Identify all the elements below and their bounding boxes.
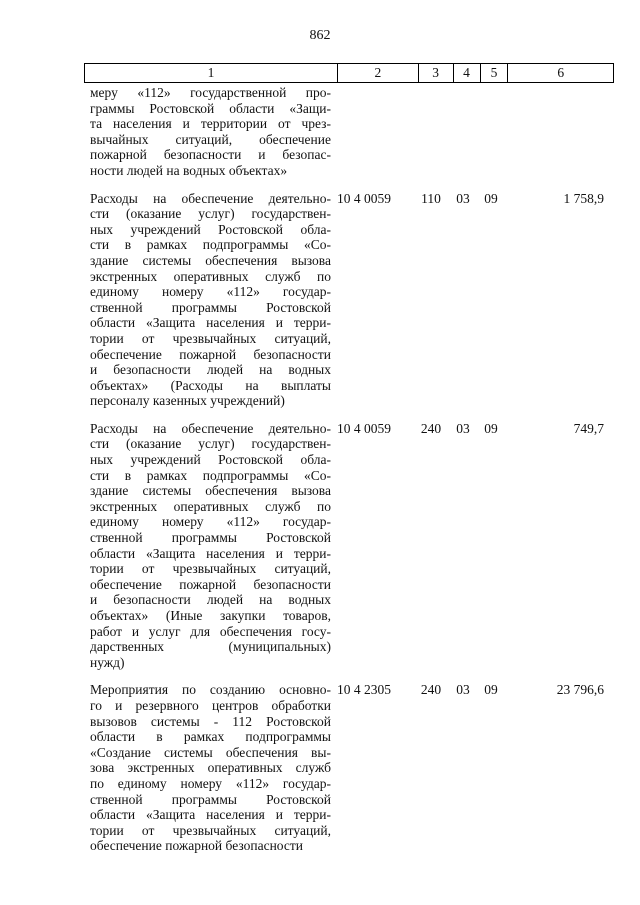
section-code: 03	[456, 420, 470, 436]
description-line: пожарной безопасности и безопас-	[90, 147, 331, 163]
description-line: ных учреждений Ростовской обла-	[90, 452, 331, 468]
amount-value	[505, 85, 610, 179]
table-row	[90, 191, 610, 409]
description-line: Расходы на обеспечение деятельно-	[90, 190, 331, 206]
table-row	[90, 421, 610, 671]
description-line: ственной программы Ростовской	[90, 530, 331, 546]
description-line: и безопасности людей на водных	[90, 362, 331, 378]
subsection-code	[477, 85, 505, 179]
expense-type-code	[413, 85, 449, 179]
description-line: тории от чрезвычайных ситуаций,	[90, 561, 331, 577]
row-description	[90, 421, 331, 671]
row-description	[90, 191, 331, 409]
description-line: вызовов системы - 112 Ростовской	[90, 713, 331, 729]
table-row	[90, 682, 610, 854]
description-line: ственной программы Ростовской	[90, 299, 331, 315]
section-code	[449, 85, 477, 179]
table-header	[84, 63, 614, 83]
row-description	[90, 682, 331, 854]
description-line: экстренных оперативных служб по	[90, 498, 331, 514]
target-article-code	[331, 85, 413, 179]
description-line: работ и услуг для обеспечения госу-	[90, 623, 331, 639]
description-line: обеспечение пожарной безопасности	[90, 576, 331, 592]
table-body	[90, 85, 610, 866]
table-row	[90, 85, 610, 179]
description-line: по единому номеру «112» государ-	[90, 775, 331, 791]
description-line: обеспечение пожарной безопасности	[90, 838, 304, 854]
amount-value: 23 796,6	[556, 682, 604, 698]
target-article-code: 10 4 0059	[337, 190, 391, 206]
description-line: здание системы обеспечения вызова	[90, 252, 331, 268]
expense-type-code: 240	[420, 682, 442, 698]
description-line: области «Защита населения и терри-	[90, 545, 331, 561]
description-line: области в рамках подпрограммы	[90, 729, 331, 745]
description-line: Расходы на обеспечение деятельно-	[90, 420, 331, 436]
description-line: «Создание системы обеспечения вы-	[90, 744, 331, 760]
description-line: области «Защита населения и терри-	[90, 315, 331, 331]
description-line: сти в рамках подпрограммы «Со-	[90, 467, 331, 483]
description-line: зова экстренных оперативных служб	[90, 760, 331, 776]
description-line: граммы Ростовской области «Защи-	[90, 100, 331, 116]
description-line: вычайных ситуаций, обеспечение	[90, 131, 331, 147]
description-line: дарственных (муниципальных)	[90, 639, 331, 655]
description-line: персоналу казенных учреждений)	[90, 393, 285, 409]
subsection-code: 09	[484, 682, 498, 698]
description-line: области «Защита населения и терри-	[90, 807, 331, 823]
page-number: 862	[309, 28, 331, 43]
description-line: здание системы обеспечения вызова	[90, 483, 331, 499]
header-col-3: 3	[419, 64, 454, 82]
header-col-4: 4	[454, 64, 481, 82]
description-line: сти в рамках подпрограммы «Со-	[90, 237, 331, 253]
description-line: ственной программы Ростовской	[90, 791, 331, 807]
description-line: тории от чрезвычайных ситуаций,	[90, 330, 331, 346]
header-col-2: 2	[338, 64, 419, 82]
amount-value: 1 758,9	[563, 190, 604, 206]
description-line: ных учреждений Ростовской обла-	[90, 221, 331, 237]
section-code: 03	[456, 682, 470, 698]
description-line: обеспечение пожарной безопасности	[90, 346, 331, 362]
description-line: та населения и территории от чрез-	[90, 116, 331, 132]
header-col-6: 6	[557, 65, 565, 80]
description-line: единому номеру «112» государ-	[90, 284, 331, 300]
description-line: сти (оказание услуг) государствен-	[90, 206, 331, 222]
description-line: нужд)	[90, 654, 125, 670]
description-line: го и резервного центров обработки	[90, 697, 331, 713]
description-line: объектах» (Расходы на выплаты	[90, 377, 331, 393]
description-line: и безопасности людей на водных	[90, 592, 331, 608]
expense-type-code: 240	[420, 420, 442, 436]
section-code: 03	[456, 190, 470, 206]
subsection-code: 09	[484, 190, 498, 206]
target-article-code: 10 4 2305	[337, 682, 391, 698]
description-line: экстренных оперативных служб по	[90, 268, 331, 284]
description-line: объектах» (Иные закупки товаров,	[90, 608, 331, 623]
header-col-5: 5	[481, 64, 509, 82]
row-description	[90, 85, 331, 179]
header-col-1: 1	[85, 64, 338, 82]
amount-value: 749,7	[573, 420, 604, 436]
description-line: единому номеру «112» государ-	[90, 514, 331, 530]
description-line: тории от чрезвычайных ситуаций,	[90, 822, 331, 838]
description-line: Мероприятия по созданию основно-	[90, 682, 331, 698]
description-line: меру «112» государственной про-	[90, 85, 331, 100]
target-article-code: 10 4 0059	[337, 420, 391, 436]
subsection-code: 09	[484, 420, 498, 436]
expense-type-code: 110	[421, 190, 441, 206]
description-line: ности людей на водных объектах»	[90, 162, 288, 178]
description-line: сти (оказание услуг) государствен-	[90, 436, 331, 452]
